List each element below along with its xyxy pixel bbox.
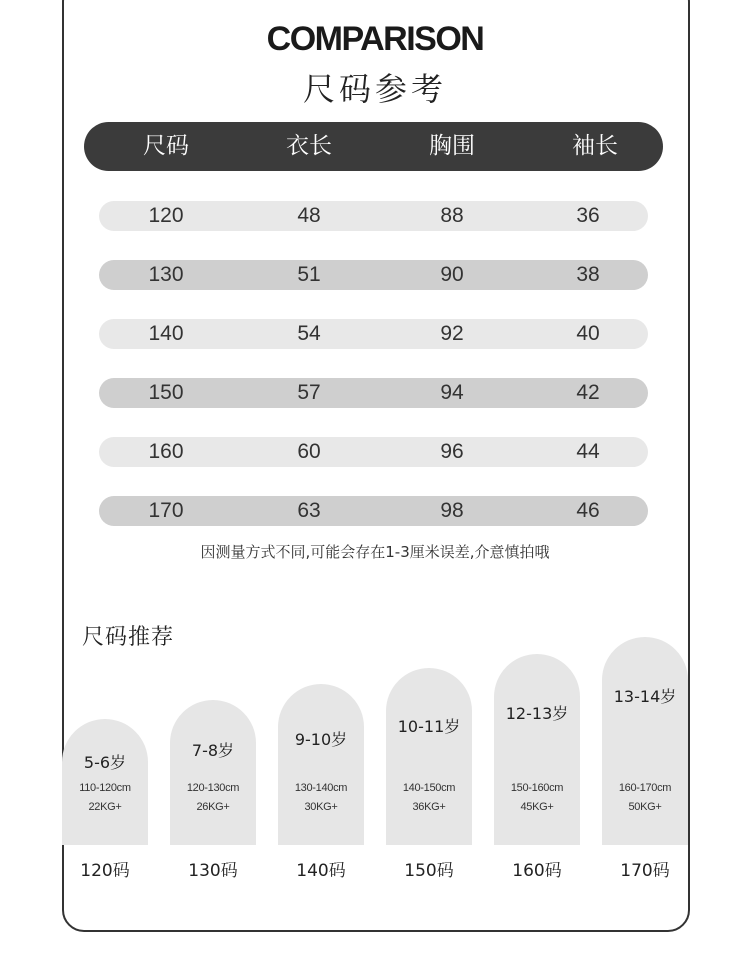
size-label: 150码 xyxy=(404,861,454,881)
header-size: 尺码 xyxy=(143,133,189,159)
age-range: 5-6岁 xyxy=(83,753,127,772)
cell-chest: 92 xyxy=(440,322,464,345)
recommend-card-140 xyxy=(278,684,364,845)
measurement-note: 因测量方式不同,可能会存在1-3厘米误差,介意慎拍哦 xyxy=(200,543,550,561)
cell-size: 130 xyxy=(148,263,184,286)
cell-size: 170 xyxy=(148,499,184,522)
size-label: 160码 xyxy=(512,861,562,881)
table-row xyxy=(99,319,648,349)
height-range: 120-130cm xyxy=(186,782,240,794)
table-row xyxy=(99,378,648,408)
recommend-title: 尺码推荐 xyxy=(82,625,175,650)
cell-chest: 96 xyxy=(440,440,464,463)
height-range: 130-140cm xyxy=(294,782,348,794)
height-range: 110-120cm xyxy=(79,782,131,794)
cell-length: 48 xyxy=(297,204,321,227)
age-range: 13-14岁 xyxy=(613,687,677,706)
cell-sleeve: 46 xyxy=(576,499,600,522)
recommend-card-160 xyxy=(494,654,580,845)
cell-length: 60 xyxy=(297,440,321,463)
title-english: COMPARISON xyxy=(266,20,484,58)
cell-chest: 88 xyxy=(440,204,464,227)
cell-sleeve: 38 xyxy=(576,263,600,286)
cell-chest: 90 xyxy=(440,263,464,286)
cell-chest: 94 xyxy=(440,381,464,404)
header-length: 衣长 xyxy=(286,133,332,159)
header-chest: 胸围 xyxy=(429,133,475,159)
height-range: 160-170cm xyxy=(618,782,672,794)
table-row xyxy=(99,201,648,231)
cell-size: 140 xyxy=(148,322,184,345)
age-range: 9-10岁 xyxy=(294,730,348,749)
table-row xyxy=(99,437,648,467)
table-row xyxy=(99,496,648,526)
weight-range: 22KG+ xyxy=(88,801,122,813)
size-label: 140码 xyxy=(296,861,346,881)
table-header xyxy=(84,122,663,171)
cell-size: 160 xyxy=(148,440,184,463)
weight-range: 36KG+ xyxy=(412,801,446,813)
cell-size: 120 xyxy=(148,204,184,227)
age-range: 10-11岁 xyxy=(397,717,461,736)
age-range: 12-13岁 xyxy=(505,704,569,723)
header-sleeve: 袖长 xyxy=(572,133,618,159)
cell-size: 150 xyxy=(148,381,184,404)
cell-chest: 98 xyxy=(440,499,464,522)
weight-range: 30KG+ xyxy=(304,801,338,813)
recommend-card-150 xyxy=(386,668,472,845)
cell-length: 63 xyxy=(297,499,321,522)
age-range: 7-8岁 xyxy=(191,741,235,760)
weight-range: 50KG+ xyxy=(628,801,662,813)
weight-range: 26KG+ xyxy=(196,801,230,813)
cell-sleeve: 42 xyxy=(576,381,600,404)
size-label: 130码 xyxy=(188,861,238,881)
height-range: 150-160cm xyxy=(510,782,564,794)
cell-length: 51 xyxy=(297,263,321,286)
weight-range: 45KG+ xyxy=(520,801,554,813)
recommend-card-130 xyxy=(170,700,256,845)
cell-length: 54 xyxy=(297,322,321,345)
cell-length: 57 xyxy=(297,381,321,404)
height-range: 140-150cm xyxy=(402,782,456,794)
cell-sleeve: 36 xyxy=(576,204,600,227)
size-label: 120码 xyxy=(80,861,130,881)
recommend-card-170 xyxy=(602,637,688,845)
table-row xyxy=(99,260,648,290)
recommend-card-120 xyxy=(62,719,148,845)
cell-sleeve: 44 xyxy=(576,440,600,463)
title-chinese: 尺码参考 xyxy=(302,70,447,108)
cell-sleeve: 40 xyxy=(576,322,600,345)
size-label: 170码 xyxy=(620,861,670,881)
